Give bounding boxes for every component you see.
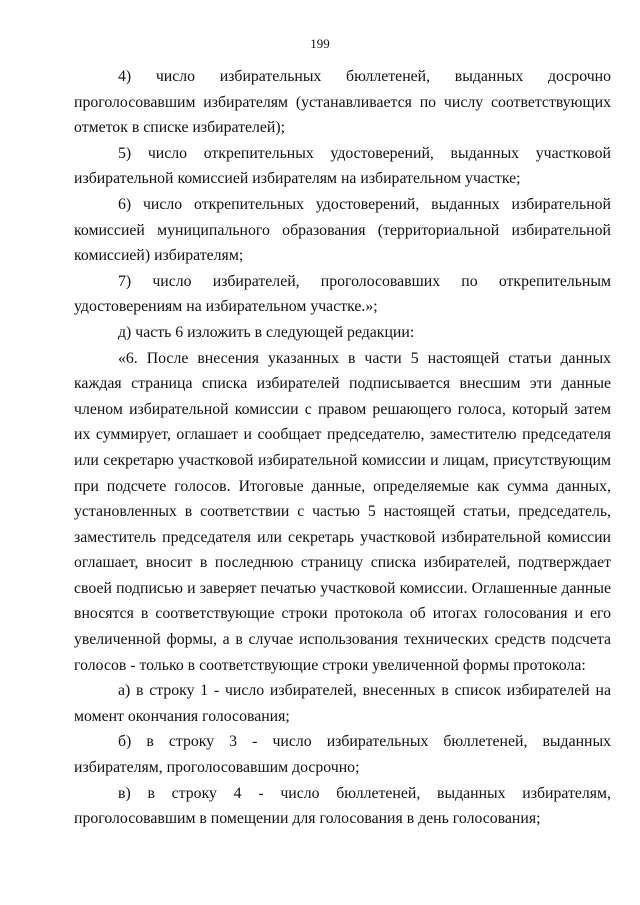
paragraph-item-v: в) в строку 4 - число бюллетеней, выданных избирателям, проголосовавшим в помещении для голосования в день голосования;: [74, 784, 611, 828]
paragraph-item-a: а) в строку 1 - число избирателей, внесенных в список избирателей на момент окончания голосования;: [74, 682, 611, 725]
page-number: 199: [310, 36, 330, 51]
paragraph-part-6: «6. После внесения указанных в части 5 настоящей статьи данных каждая страница списка избирателей подписывается внесшим эти данные членом избирательной комиссии с правом решающего голоса, который затем их суммирует, оглашает и сообщает председателю, заместителю председателя или секретарю участковой избирательной комиссии и лицам, присутствующим при подсчете голосов. Итоговые данные, определяемые как сумма данных, установленных в соответствии с частью 5 настоящей статьи, председатель, заместитель председателя или секретарь участковой избирательной комиссии оглашает, вносит в последнюю страницу списка избирателей, подтверждает своей подписью и заверяет печатью участковой комиссии. Оглашенные данные вносятся в соответствующие строки протокола об итогах голосования и его увеличенной формы, а в случае использования технических средств подсчета голосов - только в соответствующие строки увеличенной формы протокола:: [74, 349, 611, 674]
paragraph-item-4: 4) число избирательных бюллетеней, выданных досрочно проголосовавшим избирателям (устанавливается по числу соответствующих отметок в списке избирателей);: [74, 68, 611, 137]
paragraph-item-7: 7) число избирателей, проголосовавших по открепительным удостоверениям на избирательном участке.»;: [74, 272, 611, 316]
paragraph-subpoint-d: д) часть 6 изложить в следующей редакции:: [118, 323, 415, 341]
document-body: [74, 64, 611, 832]
paragraph-item-5: 5) число открепительных удостоверений, выданных участковой избирательной комиссией избирателям на избирательном участке;: [74, 144, 611, 188]
paragraph-item-b: б) в строку 3 - число избирательных бюллетеней, выданных избирателям, проголосовавшим досрочно;: [74, 733, 611, 777]
paragraph-item-6: 6) число открепительных удостоверений, выданных избирательной комиссией муниципального образования (территориальной избирательной комиссией) избирателям;: [74, 195, 611, 265]
